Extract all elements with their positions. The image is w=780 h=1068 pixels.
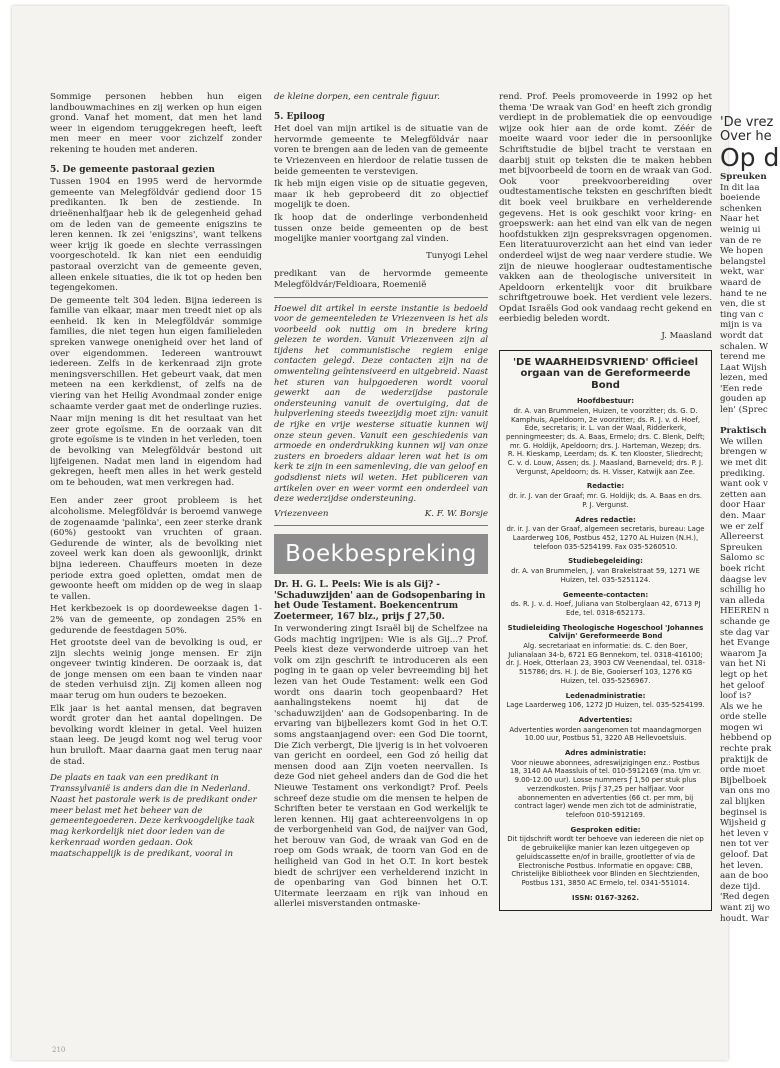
colophon-heading: Studieleiding Theologische Hogeschool 'Johannes Calvijn' Gereformeerde Bond	[507, 623, 704, 641]
cropped-line: boeiende	[720, 193, 761, 204]
cropped-line: we er zelf	[720, 521, 764, 532]
editor-note: Hoewel dit artikel in eerste instantie is bedoeld voor de gemeenteleden te Vriezenveen is het als voorbeeld ook nuttig om in bredere kring gelezen te worden. Vanuit Vriezenveen zijn al tijdens het communistische regiem enige contacten gelegd. Deze contacten zijn na de omwenteling geïntensiveerd en uitgebreid. Naast het sturen van hulpgoederen wordt vooral gewerkt aan de wederzijdse pastorale ondersteuning vanuit de overtuiging, dat de hulpverlening steeds tweezijdig moet zijn: vanuit de rijke en vrije westerse situatie kunnen wij onze steun geven. Vanuit een geschiedenis van armoede en onderdrukking kunnen wij van onze zusters en broeders aldaar leren wat het is om kerk te zijn in een samenleving, die van geloof en godsdienst niets wil weten. Het publiceren van artikelen over en weer vormt een onderdeel van deze wederzijdse ondersteuning.	[274, 303, 488, 505]
cropped-line: het Evange	[720, 638, 770, 649]
cropped-line: zal blijken	[720, 797, 766, 808]
colophon-heading: Adres redactie:	[575, 515, 636, 524]
cropped-line: van de re	[720, 235, 762, 246]
cropped-line: weinig ui	[720, 224, 761, 235]
cropped-line: brengen w	[720, 447, 767, 458]
cropped-line: prediking.	[720, 468, 766, 479]
paragraph: Sommige personen hebben hun eigen landbouwmachines en zij werken op hun eigen grond. Vanaf het moment, dat men het land weer in eigendom teruggekregen heeft, leeft men meer en meer voor zichzelf zonder rekening te houden met anderen.	[50, 92, 262, 155]
cropped-line: het geloof	[720, 680, 765, 691]
cropped-line: wekt, war	[720, 267, 764, 278]
cropped-line: orde stelle	[720, 712, 767, 723]
divider	[274, 525, 488, 526]
cropped-line: schalen. W	[720, 341, 769, 352]
cropped-line: terend me	[720, 352, 766, 363]
colophon-heading: Studiebegeleiding:	[568, 557, 643, 566]
cropped-line: van alleda	[720, 595, 766, 606]
colophon-text: Lage Laarderweg 106, 1272 JD Huizen, tel. 035-5254199.	[506, 701, 705, 710]
paragraph: Naar mijn mening is dit het resultaat van het zeer grote egoïsme. En de oorzaak van dit grote egoïsme is te vinden in het verleden, toen de bevolking van Melegföldvár bestond uit lijfeigenen. Nadat men land in eigendom had gekregen, heeft men alles in het werk gesteld om te behouden, wat men verkregen had.	[50, 414, 262, 488]
cropped-line: den. Maar	[720, 511, 766, 521]
italic-intro: De plaats en taak van een predikant in Transsylvanië is anders dan die in Nederland. Naast het pastorale werk is de predikant onder meer belast met het beheer van de gemeentegoederen. Deze kerkvoogdelijke taak mag kerkordelijk niet door leden van de kerkenraad worden gedaan. Ook maatschappelijk is de predikant, vooral in	[50, 773, 257, 859]
cropped-line: want ook v	[720, 479, 768, 490]
author-role: predikant van de hervormde gemeente Melegföldvár/Feldioara, Roemenië	[274, 269, 488, 290]
issn: ISSN: 0167-3262.	[572, 893, 639, 902]
cropped-line: We hopen	[720, 246, 764, 257]
cropped-line: Spreuken	[720, 542, 763, 553]
cropped-line: We willen	[720, 436, 763, 447]
colophon-heading: Hoofdbestuur:	[576, 397, 635, 406]
colophon-text: dr. ir. J. van der Graaf, algemeen secretaris, bureau: Lage Laarderweg 106, Postbus 452, 1270 AL Huizen (N.H.), telefoon 035-5254199. Fax 035-5260510.	[506, 525, 705, 551]
cropped-line: boek richt	[720, 563, 765, 574]
cropped-line: Spreuken	[720, 172, 767, 182]
article-kicker: 'De vrez	[720, 115, 774, 130]
cropped-line: waard de	[720, 277, 761, 288]
paragraph: Tussen 1904 en 1995 werd de hervormde gemeente van Melegföldvár gediend door 15 predikanten. Ik ben de zestiende. In drieënenhalfjaar heb ik de gelegenheid gehad om de leden van de gemeente enigszins te leren kennen. Ik zei 'enigszins', want telkens weer krijg ik goede en slechte verrassingen voorgeschoteld. Ik kan niet een eenduidig pastoraal overzicht van de gemeente geven, alleen enkele situaties, die ik tot op heden ben tegengekomen.	[50, 177, 262, 294]
cropped-line: daagse lev	[720, 574, 767, 585]
italic-intro-continued: de kleine dorpen, een centrale figuur.	[274, 92, 440, 102]
cropped-line: hand te ne	[720, 288, 767, 299]
cropped-line: nen tot ver	[720, 839, 769, 850]
cropped-line: 'Red degen	[720, 892, 770, 903]
note-signature	[274, 509, 488, 520]
section-heading: 5. De gemeente pastoraal gezien	[50, 164, 215, 175]
colophon-heading: Ledenadministratie:	[565, 691, 646, 700]
cropped-line: van ons mo	[720, 786, 770, 797]
colophon-text: dr. ir. J. van der Graaf; mr. G. Holdijk; ds. A. Baas en drs. P. J. Vergunst.	[509, 492, 702, 509]
paragraph: Ik heb mijn eigen visie op de situatie gegeven, maar ik heb geprobeerd dit zo objectief mogelijk te doen.	[274, 179, 488, 211]
note-place: Vriezenveen	[274, 508, 329, 519]
book-heading: Dr. H. G. L. Peels: Wie is als Gij? - 'Schaduwzijden' aan de Godsopenbaring in het Oude Testament. Boekencentrum Zoetermeer, 167 blz., prijs ƒ 27,50.	[274, 580, 486, 622]
divider	[274, 297, 488, 298]
colophon-text: Voor nieuwe abonnees, adreswijzigingen enz.: Postbus 18, 3140 AA Maassluis of tel. 010-5912169 (ma. t/m vr. 9.00-12.00 uur). Losse nummers ƒ 1,50 per stuk plus verzendkosten. Prijs ƒ 37,25 per halfjaar. Voor abonnementen en advertenties (66 ct. per mm, bij contract lager) wende men zich tot de administratie, telefoon 010-5912169.	[509, 758, 702, 819]
colophon-heading: Advertenties:	[578, 715, 633, 724]
cropped-lines	[720, 172, 780, 924]
paragraph: Ik hoop dat de onderlinge verbondenheid tussen onze beide gemeenten op de best mogelijke manier voortgang zal vinden.	[274, 212, 488, 245]
cropped-line: schillig ho	[720, 585, 766, 596]
cropped-line: mijn is va	[720, 320, 763, 331]
paragraph: De gemeente telt 304 leden. Bijna iedereen is familie van elkaar, maar men treedt niet op als eenheid. Ik ken in Melegföldvár sommige families, die niet tegen hun eigen familieleden spreken vanwege onenigheid over het land of over eigendommen. Iedereen wantrouwt iedereen. Zelfs in de kerkenraad zijn grote meningsverschillen. Het gebeurt vaak, dat men meteen na een kerkdienst, of zelfs na de viering van het Heilig Avondmaal zonder enige schaamte verder gaat met de onderlinge ruzies.	[50, 295, 262, 412]
author-signature: Tunyogi Lehel	[426, 250, 488, 261]
cropped-line: ste dag var	[720, 627, 770, 638]
cropped-line: lezen, med	[720, 373, 768, 384]
cropped-line: rechte prak	[720, 744, 772, 755]
cropped-line: schenken	[720, 203, 762, 214]
cropped-line: geloof. Dat	[720, 850, 769, 860]
colophon-heading: Gemeente-contacten:	[562, 590, 649, 599]
colophon-text: dr. A. van Brummelen, Huizen, te voorzitter; ds. G. D. Kamphuis, Apeldoorn, 2e voorzitter; ds. R. J. v. d. Hoef, Ede, secretaris; ir. L. van der Waal, Ridderkerk, penningmeester; ds. A. Baas, Ermelo; drs. C. Blenk, Delft; mr. G. Holdijk, Apeldoorn; drs. J. Harteman, Wezep; drs. R. H. Kieskamp, Leerdam; ds. K. ten Klooster, Sliedrecht; C. v. d. Louw, Assen; ds. J. Maasland, Barneveld; drs. P. J. Vergunst, Apeldoorn; ds. H. Visser, Katwijk aan Zee.	[506, 406, 705, 476]
colophon-heading: Gesproken editie:	[570, 825, 641, 834]
column-4-cropped	[720, 116, 780, 924]
paragraph: Het grootste deel van de bevolking is oud, er zijn slechts weinig jonge mensen. Er zijn ongeveer twintig kinderen. De oorzaak is, dat de jonge mensen om een baan te vinden naar de steden verhuisd zijn. Zij komen alleen nog maar terug om hun ouders te bezoeken.	[50, 638, 262, 702]
cropped-line: het leven.	[720, 860, 764, 871]
cropped-line: zetten aan	[720, 489, 767, 500]
paragraph: Het doel van mijn artikel is de situatie van de hervormde gemeente te Melegföldvár naar voren te brengen aan de leden van de gemeente te Vriezenveen en hierdoor de relatie tussen de beide gemeenten te verstevigen.	[274, 124, 488, 177]
cropped-line: ven, die st	[720, 299, 766, 310]
paragraph: Elk jaar is het aantal mensen, dat begraven wordt groter dan het aantal dopelingen. De bevolking wordt kleiner in getal. Veel huizen staan leeg. De jeugd komt nog wel terug voor hun bruiloft. Maar daarna gaat men terug naar de stad.	[50, 703, 262, 767]
cropped-line: Wijsheid g	[720, 818, 767, 829]
article-title: Op d	[720, 143, 780, 172]
cropped-line: legt op het	[720, 669, 768, 680]
cropped-line: want zij wo	[720, 902, 770, 913]
cropped-line: het leven v	[720, 828, 769, 839]
cropped-line: belangstel	[720, 256, 766, 267]
colophon-text: Advertenties worden aangenomen tot maandagmorgen 10.00 uur, Postbus 51, 3220 AB Hellevoetsluis.	[509, 725, 702, 743]
colophon-title: 'DE WAARHEIDSVRIEND' Officieel orgaan van de Gereformeerde Bond	[512, 356, 699, 391]
cropped-line: Bijbelboek	[720, 775, 767, 786]
cropped-line: In dit laa	[720, 182, 760, 193]
cropped-line: Allereerst	[720, 532, 764, 543]
cropped-line: mogen wi	[720, 722, 763, 733]
cropped-line: len' (Sprec	[720, 405, 768, 416]
cropped-line: we met dit	[720, 458, 767, 469]
cropped-line: Laat Wijsh	[720, 362, 767, 373]
column-3	[499, 92, 712, 911]
cropped-line: aan de boo	[720, 871, 769, 882]
paragraph: Het kerkbezoek is op doordeweekse dagen 1-2% van de gemeente, op zondagen 25% en gedurende de feestdagen 50%.	[50, 604, 262, 636]
section-banner: Boekbespreking	[274, 534, 488, 574]
column-1	[50, 92, 262, 862]
colophon-box	[499, 350, 712, 912]
cropped-line: wordt dat	[720, 330, 763, 341]
colophon-text: Dit tijdschrift wordt ter behoeve van iedereen die niet op de gebruikelijke manier kan lezen uitgegeven op geluidscassette en/of in braille, grootletter of via de Electronische Postbus. Informatie en opgave: CBB, Christelijke Bibliotheek voor Blinden en Slechtzienden, Postbus 131, 3850 AC Ermelo, tel. 0341-551014.	[507, 835, 704, 887]
paragraph: Een ander zeer groot probleem is het alcoholisme. Melegföldvár is beroemd vanwege de zogenaamde 'palinka', een zeer sterke drank (60%) gestookt van vruchten of graan. Gedurende de winter, als de bevolking niet zoveel werk kan doen als gewoonlijk, drinkt bijna iedereen. Chauffeurs moeten in deze periode extra goed opletten, omdat men de gewoonte heeft om midden op de weg in slaap te vallen.	[50, 496, 262, 602]
cropped-line: hebbend op	[720, 733, 772, 744]
cropped-line: beginsel is	[720, 807, 768, 818]
cropped-line: Salomo sc	[720, 553, 765, 564]
section-heading: 5. Epiloog	[274, 111, 325, 122]
cropped-line: waarom Ja	[720, 648, 767, 659]
colophon-text: Alg. secretariaat en informatie: ds. C. den Boer, Julianalaan 34-b, 6721 EG Bennekom, tel. 0318-416100; dr. J. Hoek, Otterlaan 23, 3903 CW Veenendaal, tel. 0318-515786; drs. H. J. de Bie, Gooierserf 103, 1276 KG Huizen, tel. 035-5256967.	[506, 642, 705, 685]
cropped-line: ting van c	[720, 309, 764, 320]
review-text: In verwondering zingt Israël bij de Schelfzee na Gods machtig ingrijpen: Wie is als Gij...? Prof. Peels kiest deze verwonderde uitroep van het volk om zijn geschrift te introduceren als een poging in te gaan op veler bevreemding bij het lezen van het Oude Testament: welk een God wordt ons daarin toch geopenbaard? Het aanhalingstekens noemt hij dat de 'schaduwzijden' aan de Godsopenbaring. In de ervaring van bijbellezers komt God in het O.T. soms angstaanjagend over: een God Die toornt, Die Zich verbergt, Die ijverig is in het volvoeren van gericht en oordeel, een God zó heilig dat mensen dood aan Zijn voeten neervallen. Is deze God niet geheel anders dan de God die het Nieuwe Testament ons verkondigt? Prof. Peels schreef deze studie om die mensen te helpen de Schriften beter te verstaan en God werkelijk te leren kennen. Hij gaat achtereenvolgens in op de verborgenheid van God, de naijver van God, het berouw van God, de wraak van God en de roep om Gods wraak, de toorn van God en de heiligheid van God in het O.T. In kort bestek biedt de schrijver een verhelderend inzicht in de openbaring van God binnen het O.T. Uitermate leerzaam en rijk van inhoud en allerlei misverstanden ontmaske-	[274, 624, 488, 910]
cropped-line: loof is?	[720, 691, 752, 702]
cropped-line: gouden ap	[720, 394, 767, 405]
colophon-heading: Adres administratie:	[564, 749, 647, 758]
review-text-continued: rend. Prof. Peels promoveerde in 1992 op het thema 'De wraak van God' en heeft zich grondig verdiept in de problematiek die op eenvoudige wijze ook hier aan de orde komt. Zéér de moeite waard voor ieder die in persoonlijke Schriftstudie de bijbel tracht te verstaan en daarbij stuit op teksten die te maken hebben met bijvoorbeeld de toorn en de wraak van God. Ook voor preekvoorbereiding over oudtestamentische teksten en geschriften biedt dit boek veel bruikbare en verhelderende gegevens. Het is ook geschikt voor kring- en groepswerk: aan het eind van elk van de negen hoofdstukken zijn gespreksvragen opgenomen. Een literatuuroverzicht aan het eind van ieder onderdeel wijst de weg naar verdere studie. We zijn de nieuwe hoogleraar oudtestamentische vakken aan de theologische universiteit in Apeldoorn erkentelijk voor dit bruikbare schriftgetrouwe boek. Het verdient vele lezers. Opdat Israëls God ook vandaag recht gekend en eerbiedig beleden wordt.	[499, 92, 712, 325]
cropped-line: schande ge	[720, 616, 770, 627]
column-2	[274, 92, 488, 912]
cropped-line: deze tijd.	[720, 881, 761, 892]
cropped-line: orde moet	[720, 765, 765, 776]
cropped-line	[720, 416, 780, 427]
cropped-line: praktijk de	[720, 754, 768, 765]
cropped-line: Naar het	[720, 214, 760, 225]
cropped-line: van het Ni	[720, 659, 766, 670]
colophon-text: ds. R. J. v. d. Hoef, Juliana van Stolberglaan 42, 6713 PJ Ede, tel. 0318-652173.	[510, 600, 701, 617]
cropped-line: 'Een rede	[720, 383, 763, 394]
cropped-line: houdt. War	[720, 913, 769, 924]
colophon-heading: Redactie:	[586, 482, 625, 491]
cropped-line: Als we he	[720, 701, 763, 712]
cropped-line: door Haar	[720, 500, 766, 511]
review-signature: J. Maasland	[661, 331, 712, 342]
magazine-page	[12, 6, 780, 1060]
cropped-line: Praktisch	[720, 426, 767, 437]
article-kicker-2: Over he	[720, 129, 772, 144]
cropped-line: HEEREN n	[720, 606, 770, 617]
colophon-text: dr. A. van Brummelen, J. van Brakelstraat 59, 1271 WE Huizen, tel. 035-5251124.	[511, 567, 700, 584]
note-author: K. F. W. Borsje	[424, 508, 488, 519]
page-number: 210	[52, 1046, 66, 1054]
